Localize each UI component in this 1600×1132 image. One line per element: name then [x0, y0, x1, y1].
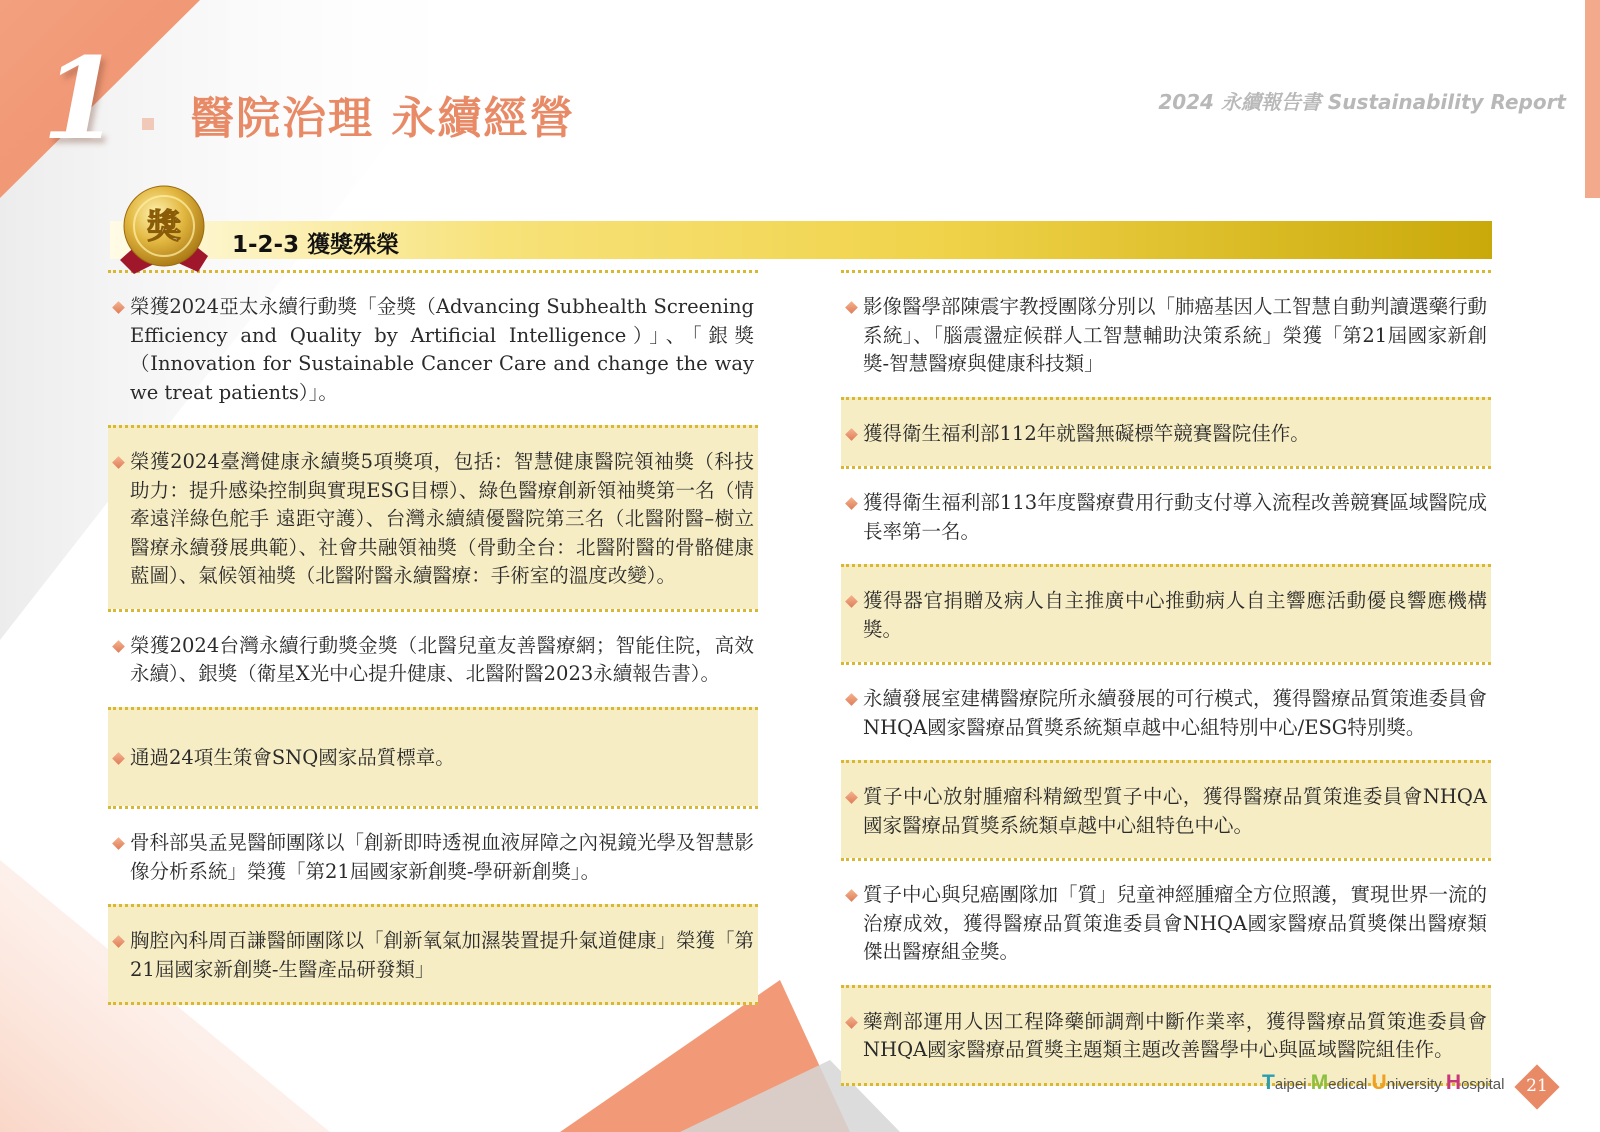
award-text: 獲得器官捐贈及病人自主推廣中心推動病人自主響應活動優良響應機構獎。	[863, 589, 1487, 641]
left-award-list	[108, 270, 758, 1005]
logo-capital: U	[1371, 1071, 1387, 1094]
right-award-list	[841, 270, 1491, 1086]
diamond-bullet-icon	[112, 301, 125, 314]
diamond-bullet-icon	[112, 640, 125, 653]
award-item	[108, 707, 758, 807]
award-text: 永續發展室建構醫療院所永續發展的可行模式，獲得醫療品質策進委員會NHQA國家醫療品質獎系統類卓越中心組特別中心/ESG特別獎。	[863, 687, 1488, 739]
award-item	[108, 270, 758, 425]
diamond-bullet-icon	[112, 935, 125, 948]
award-item	[841, 760, 1491, 858]
logo-word	[1262, 1071, 1311, 1094]
award-item	[841, 397, 1491, 467]
diamond-bullet-icon	[845, 595, 858, 608]
logo-rest: ospital	[1461, 1076, 1505, 1093]
diamond-bullet-icon	[845, 301, 858, 314]
award-item	[841, 270, 1491, 397]
diamond-bullet-icon	[845, 428, 858, 441]
award-item	[108, 609, 758, 707]
logo-word	[1310, 1071, 1372, 1094]
logo-capital: T	[1262, 1071, 1275, 1094]
diamond-bullet-icon	[112, 456, 125, 469]
chapter-title: 醫院治理 永續經營	[190, 93, 576, 144]
diamond-bullet-icon	[845, 791, 858, 804]
award-text: 質子中心與兒癌團隊加「質」兒童神經腫瘤全方位照護，實現世界一流的治療成效，獲得醫療品質策進委員會NHQA國家醫療品質獎傑出醫療類傑出醫療組金獎。	[863, 883, 1488, 963]
award-item	[108, 425, 758, 609]
logo-capital: H	[1445, 1071, 1462, 1094]
award-item	[841, 466, 1491, 564]
award-item	[841, 662, 1491, 760]
medal-char: 獎	[147, 207, 181, 247]
award-item	[108, 904, 758, 1005]
logo-word	[1371, 1071, 1446, 1094]
chapter-number: 1	[42, 34, 120, 165]
report-title: 2024 永續報告書 Sustainability Report	[1158, 90, 1566, 114]
award-text: 榮獲2024臺灣健康永續獎5項獎項，包括：智慧健康醫院領袖獎（科技助力：提升感染控制與實現ESG目標）、綠色醫療創新領袖獎第一名（情牽遠洋綠色舵手 遠距守護）、台灣永續績優醫院第三名（北醫附醫–樹立醫療永續發展典範）、社會共融領袖獎（骨動全台：北醫附醫的骨骼健康藍圖）、氣候領袖獎（北醫附醫永續醫療：手術室的溫度改變）。	[130, 450, 754, 587]
diamond-bullet-icon	[845, 693, 858, 706]
page-number-badge	[1517, 1067, 1557, 1107]
award-item	[108, 806, 758, 904]
award-item	[841, 858, 1491, 985]
diamond-bullet-icon	[845, 889, 858, 902]
diamond-bullet-icon	[112, 752, 125, 765]
award-text: 獲得衛生福利部112年就醫無礙標竿競賽醫院佳作。	[863, 421, 1310, 445]
section-title: 1-2-3 獲獎殊榮	[232, 232, 400, 258]
chapter-dot	[142, 118, 154, 130]
award-text: 藥劑部運用人因工程降藥師調劑中斷作業率，獲得醫療品質策進委員會NHQA國家醫療品質獎主題類主題改善醫學中心與區域醫院組佳作。	[863, 1009, 1487, 1061]
award-text: 質子中心放射腫瘤科精緻型質子中心，獲得醫療品質策進委員會NHQA國家醫療品質獎系統類卓越中心組特色中心。	[863, 785, 1487, 837]
logo-rest: niversity	[1386, 1076, 1446, 1093]
award-text: 影像醫學部陳震宇教授團隊分別以「肺癌基因人工智慧自動判讀選藥行動系統」、「腦震盪症候群人工智慧輔助決策系統」榮獲「第21屆國家新創獎-智慧醫療與健康科技類」	[863, 295, 1488, 375]
logo-capital: M	[1310, 1071, 1329, 1094]
diamond-bullet-icon	[112, 837, 125, 850]
award-text: 通過24項生策會SNQ國家品質標章。	[130, 745, 455, 769]
award-text: 榮獲2024台灣永續行動獎金獎（北醫兒童友善醫療網；智能住院，高效永續）、銀獎（衛星X光中心提升健康、北醫附醫2023永續報告書）。	[130, 633, 754, 685]
award-medal-icon	[114, 182, 214, 278]
logo-word	[1445, 1071, 1505, 1094]
logo-rest: edical	[1328, 1076, 1372, 1093]
logo-rest: aipei	[1274, 1076, 1311, 1093]
section-header-bar	[110, 221, 1492, 259]
award-text: 榮獲2024亞太永續行動獎「金獎（Advancing Subhealth Screening Efficiency and Quality by Artificial Intelligence）」、「銀獎（Innovation for Sustainable Cancer Care and change the way we treat patients）」。	[130, 295, 754, 404]
award-text: 骨科部吳孟晃醫師團隊以「創新即時透視血液屏障之內視鏡光學及智慧影像分析系統」榮獲「第21屆國家新創獎-學研新創獎」。	[130, 831, 755, 883]
diamond-bullet-icon	[845, 497, 858, 510]
page-number: 21	[1526, 1076, 1548, 1096]
diamond-bullet-icon	[845, 1016, 858, 1029]
hospital-logo	[1262, 1071, 1504, 1095]
award-text: 胸腔內科周百謙醫師團隊以「創新氧氣加濕裝置提升氣道健康」榮獲「第21屆國家新創獎-生醫產品研發類」	[130, 929, 755, 981]
award-text: 獲得衛生福利部113年度醫療費用行動支付導入流程改善競賽區域醫院成長率第一名。	[863, 491, 1487, 543]
award-item	[841, 564, 1491, 662]
